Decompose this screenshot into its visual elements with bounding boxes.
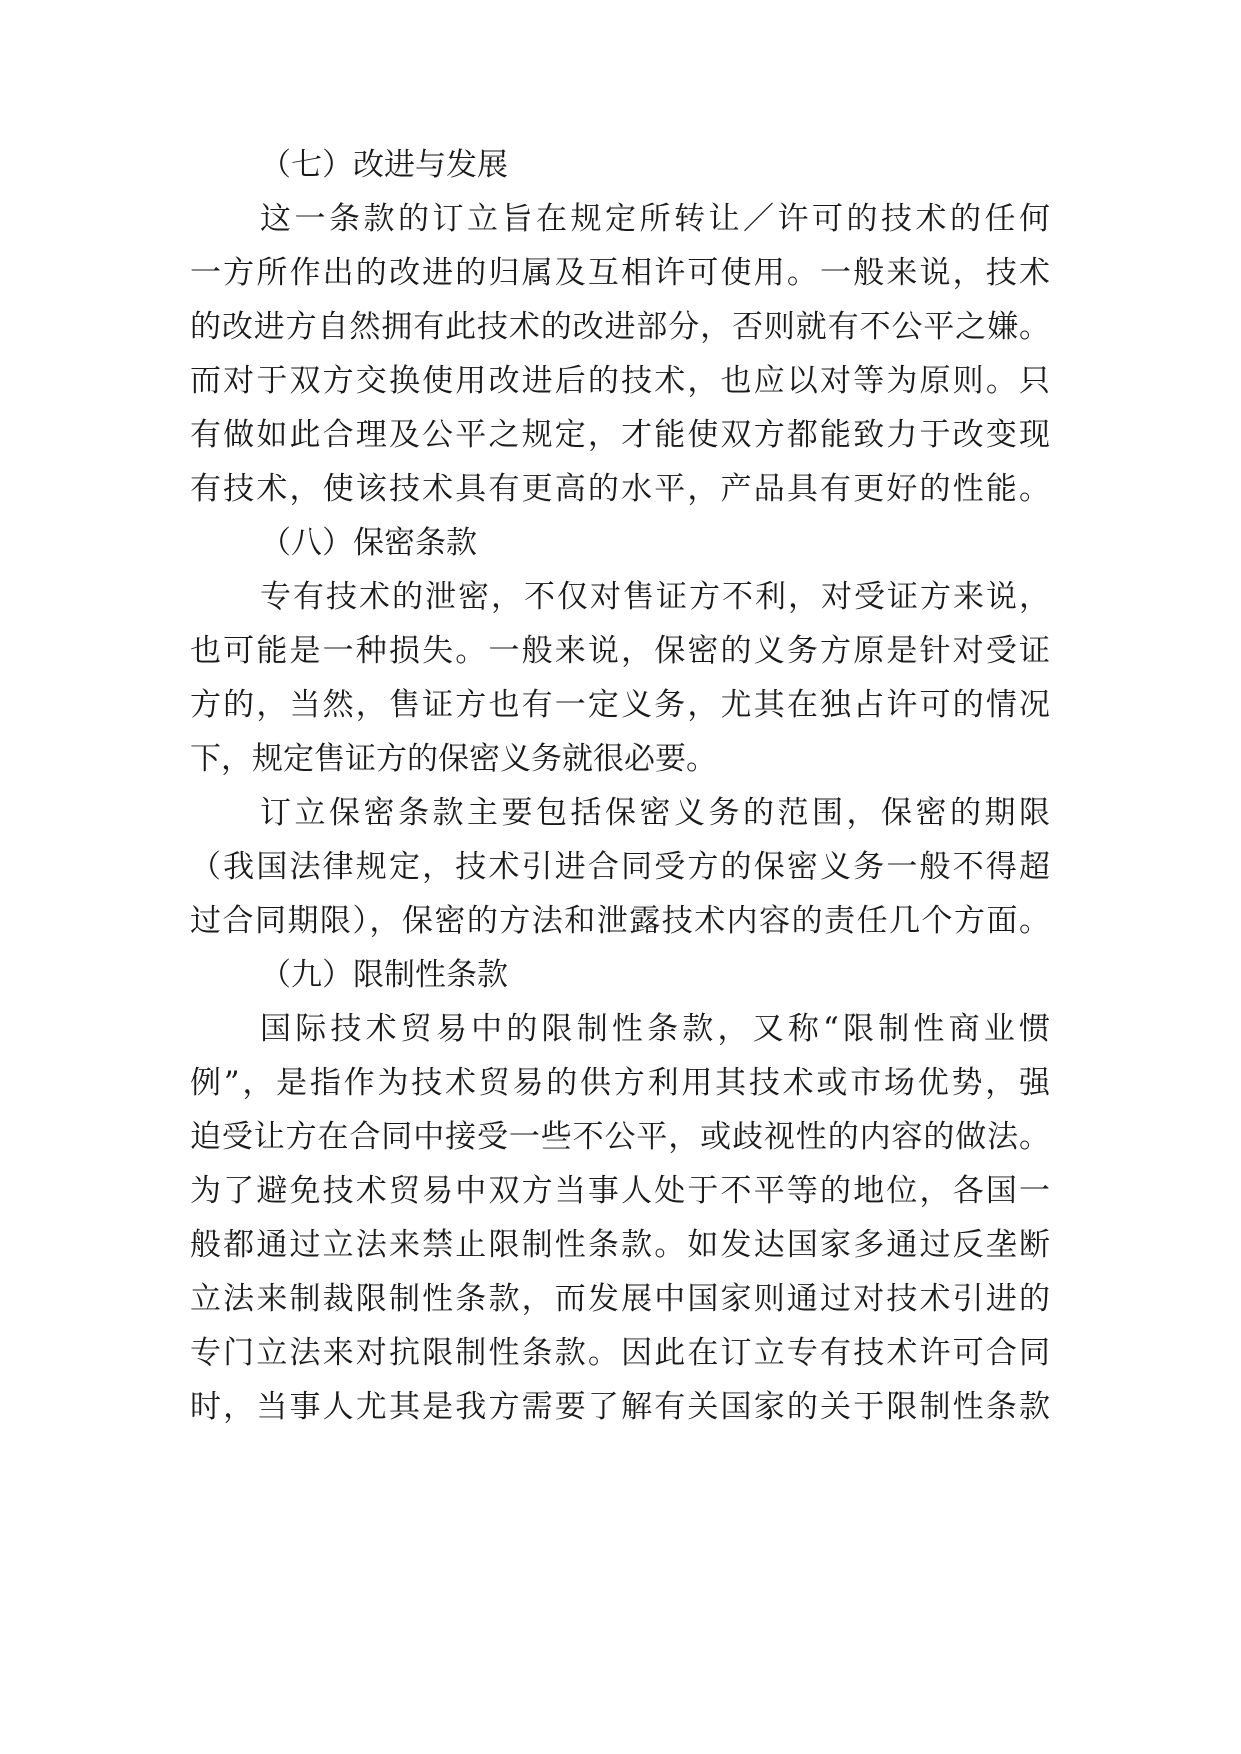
paragraph-line: 这一条款的订立旨在规定所转让／许可的技术的任何 [260, 201, 1050, 237]
paragraph-line: 为了避免技术贸易中双方当事人处于不平等的地位，各国一 [190, 1173, 1050, 1209]
paragraph-line: 有技术，使该技术具有更高的水平，产品具有更好的性能。 [190, 471, 1050, 507]
paragraph-line: 时，当事人尤其是我方需要了解有关国家的关于限制性条款 [190, 1389, 1050, 1425]
paragraph-line: （我国法律规定，技术引进合同受方的保密义务一般不得超 [190, 849, 1050, 885]
paragraph-line: 迫受让方在合同中接受一些不公平，或歧视性的内容的做法。 [190, 1119, 1050, 1155]
paragraph-line: 例”，是指作为技术贸易的供方利用其技术或市场优势，强 [190, 1065, 1050, 1101]
section-heading-7: （七）改进与发展 [260, 147, 508, 183]
paragraph-line: 国际技术贸易中的限制性条款，又称“限制性商业惯 [260, 1011, 1050, 1047]
section-heading-9: （九）限制性条款 [260, 957, 508, 993]
paragraph-line: 也可能是一种损失。一般来说，保密的义务方原是针对受证 [190, 633, 1050, 669]
paragraph-line: 有做如此合理及公平之规定，才能使双方都能致力于改变现 [190, 417, 1050, 453]
paragraph-line: 的改进方自然拥有此技术的改进部分，否则就有不公平之嫌。 [190, 309, 1050, 345]
paragraph-line: 专门立法来对抗限制性条款。因此在订立专有技术许可合同 [190, 1335, 1050, 1371]
paragraph-line: 而对于双方交换使用改进后的技术，也应以对等为原则。只 [190, 363, 1050, 399]
paragraph-line: 一方所作出的改进的归属及互相许可使用。一般来说，技术 [190, 255, 1050, 291]
paragraph-line: 过合同期限），保密的方法和泄露技术内容的责任几个方面。 [190, 903, 1050, 939]
paragraph-line: 专有技术的泄密，不仅对售证方不利，对受证方来说， [260, 579, 1050, 615]
paragraph-line: 立法来制裁限制性条款，而发展中国家则通过对技术引进的 [190, 1281, 1050, 1317]
paragraph-line: 下，规定售证方的保密义务就很必要。 [190, 741, 717, 777]
paragraph-line: 方的，当然，售证方也有一定义务，尤其在独占许可的情况 [190, 687, 1050, 723]
paragraph-line: 般都通过立法来禁止限制性条款。如发达国家多通过反垄断 [190, 1227, 1050, 1263]
section-heading-8: （八）保密条款 [260, 525, 477, 561]
paragraph-line: 订立保密条款主要包括保密义务的范围，保密的期限 [260, 795, 1050, 831]
